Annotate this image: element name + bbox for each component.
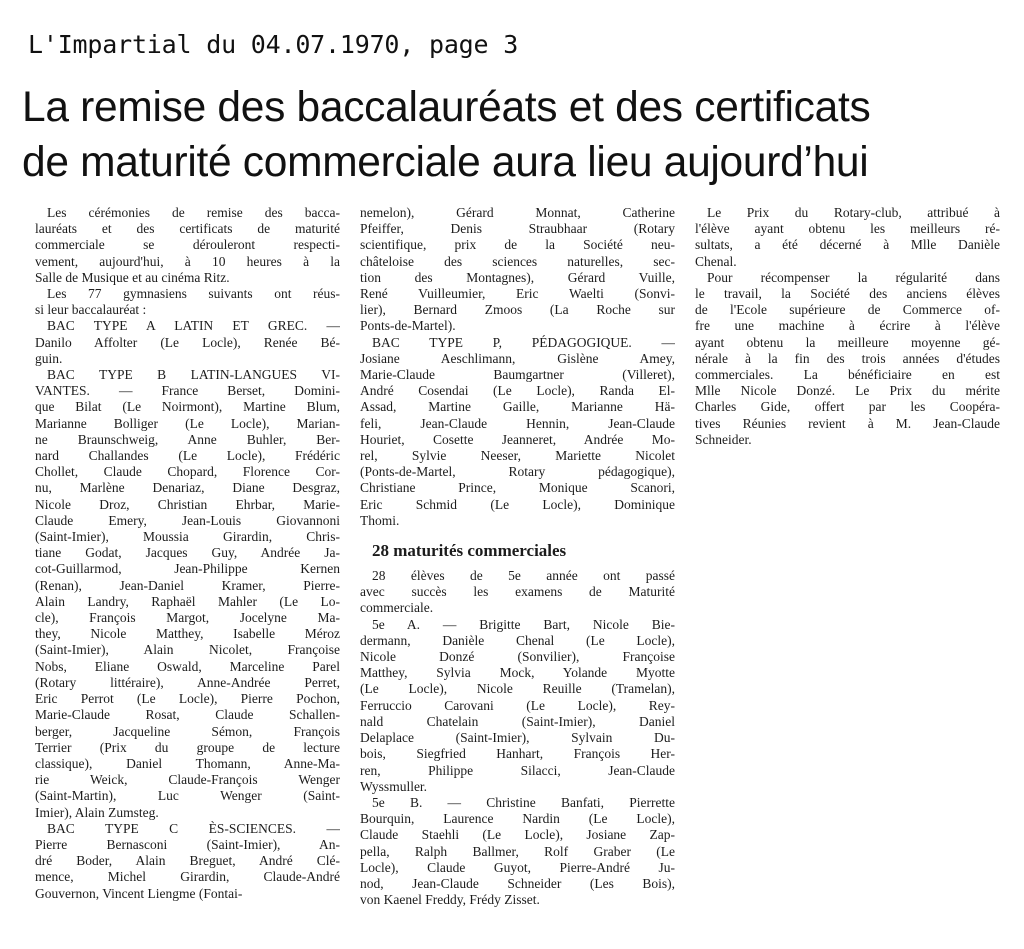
text-line: sultats, a été décerné à Mlle Danièle [695, 237, 1000, 253]
text-line: classique), Daniel Thomann, Anne-Ma- [35, 755, 340, 771]
text-line: Nicole Droz, Christian Ehrbar, Marie- [35, 496, 340, 512]
text-line: Pierre Bernasconi (Saint-Imier), An- [35, 836, 340, 852]
text-line: Pfeiffer, Denis Straubhaar (Rotary [360, 221, 675, 237]
text-line: nard Challandes (Le Locle), Frédéric [35, 448, 340, 464]
text-line: BAC TYPE C ÈS-SCIENCES. — [47, 820, 340, 836]
article-column-2 [360, 205, 675, 908]
text-line: commerciale se dérouleront respecti- [35, 237, 340, 253]
text-line: BAC TYPE B LATIN-LANGUES VI- [47, 367, 340, 383]
text-line: mence, Michel Girardin, Claude-André [35, 869, 340, 885]
text-line: si leur baccalauréat : [35, 302, 147, 318]
text-line: Gouvernon, Vincent Liengme (Fontai- [35, 885, 243, 901]
text-line: que Bilat (Le Noirmont), Martine Blum, [35, 399, 340, 415]
text-line: Marianne Bolliger (Le Locle), Marian- [35, 415, 340, 431]
text-line: guin. [35, 350, 63, 366]
text-line: 5e A. — Brigitte Bart, Nicole Bie- [372, 616, 675, 632]
text-line: le travail, la Société des anciens élèves [695, 286, 1000, 302]
text-line: rie Weick, Claude-François Wenger [35, 772, 340, 788]
text-line: Salle de Musique et au cinéma Ritz. [35, 269, 230, 285]
text-line: Eric Perrot (Le Locle), Pierre Pochon, [35, 691, 340, 707]
text-line: avec succès les examens de Maturité [360, 584, 675, 600]
text-line: châteloise des sciences naturelles, sec- [360, 253, 675, 269]
text-line: (Le Locle), Nicole Reuille (Tramelan), [360, 681, 675, 697]
text-line: nod, Jean-Claude Schneider (Les Bois), [360, 875, 675, 891]
text-line: BAC TYPE P, PÉDAGOGIQUE. — [372, 334, 675, 350]
text-line: (Saint-Imier), Alain Nicolet, Françoise [35, 642, 340, 658]
text-line: pella, Ralph Ballmer, Rolf Graber (Le [360, 843, 675, 859]
text-line: Imier), Alain Zumsteg. [35, 804, 159, 820]
text-line: Claude Emery, Jean-Louis Giovannoni [35, 512, 340, 528]
text-line: (Ponts-de-Martel, Rotary pédagogique), [360, 464, 675, 480]
text-line: scientifique, prix de la Société neu- [360, 237, 675, 253]
text-line: von Kaenel Freddy, Frédy Zisset. [360, 892, 540, 908]
article-column-3 [695, 205, 1000, 448]
text-line: Christiane Prince, Monique Scanori, [360, 480, 675, 496]
text-line: commerciale. [360, 600, 434, 616]
text-line: Chollet, Claude Chopard, Florence Cor- [35, 464, 340, 480]
text-line: Claude Staehli (Le Locle), Josiane Zap- [360, 827, 675, 843]
text-line: Nicole Donzé (Sonvilier), Françoise [360, 649, 675, 665]
text-line: feli, Jean-Claude Hennin, Jean-Claude [360, 415, 675, 431]
column-2-text-bottom [360, 568, 675, 908]
column-2-text-top [360, 205, 675, 529]
text-line: lier), Bernard Zmoos (La Roche sur [360, 302, 675, 318]
text-line: Thomi. [360, 512, 400, 528]
text-line: Schneider. [695, 431, 752, 447]
text-line: Houriet, Cosette Jeanneret, Andrée Mo- [360, 431, 675, 447]
text-line: Les cérémonies de remise des bacca- [47, 205, 340, 220]
text-line: l'élève ayant obtenu les meilleurs ré- [695, 221, 1000, 237]
text-line: bois, Siegfried Hanhart, François Her- [360, 746, 675, 762]
text-line: dermann, Danièle Chenal (Le Locle), [360, 632, 675, 648]
text-line: Bourquin, Laurence Nardin (Le Locle), [360, 811, 675, 827]
subheading-maturites: 28 maturités commerciales [372, 541, 567, 561]
text-line: nald Chatelain (Saint-Imier), Daniel [360, 713, 675, 729]
text-line: (Rotary littéraire), Anne-Andrée Perret, [35, 674, 340, 690]
text-line: Matthey, Sylvia Mock, Yolande Myotte [360, 665, 675, 681]
text-line: Locle), Claude Guyot, Pierre-André Ju- [360, 859, 675, 875]
headline-line: La remise des baccalauréats et des certificats [22, 84, 871, 131]
text-line: commerciales. La bénéficiaire en est [695, 367, 1000, 383]
text-line: (Renan), Jean-Daniel Kramer, Pierre- [35, 577, 340, 593]
text-line: cot-Guillarmod, Jean-Philippe Kernen [35, 561, 340, 577]
text-line: nu, Marlène Denariaz, Diane Desgraz, [35, 480, 340, 496]
text-line: de l'Ecole supérieure de Commerce of- [695, 302, 1000, 318]
text-line: dré Boder, Alain Breguet, André Clé- [35, 853, 340, 869]
text-line: Ferruccio Carovani (Le Locle), Rey- [360, 697, 675, 713]
text-line: Alain Landry, Raphaël Mahler (Le Lo- [35, 593, 340, 609]
text-line: Ponts-de-Martel). [360, 318, 456, 334]
text-line: Pour récompenser la régularité dans [707, 269, 1000, 285]
text-line: ne Braunschweig, Anne Buhler, Ber- [35, 431, 340, 447]
text-line: Josiane Aeschlimann, Gislène Amey, [360, 350, 675, 366]
text-line: tiane Godat, Jacques Guy, Andrée Ja- [35, 545, 340, 561]
text-line: cle), François Margot, Jocelyne Ma- [35, 610, 340, 626]
text-line: Les 77 gymnasiens suivants ont réus- [47, 286, 340, 302]
text-line: Eric Schmid (Le Locle), Dominique [360, 496, 675, 512]
text-line: Le Prix du Rotary-club, attribué à [707, 205, 1000, 220]
text-line: VANTES. — France Berset, Domini- [35, 383, 340, 399]
text-line: ren, Philippe Silacci, Jean-Claude [360, 762, 675, 778]
text-line: Marie-Claude Rosat, Claude Schallen- [35, 707, 340, 723]
text-line: 5e B. — Christine Banfati, Pierrette [372, 794, 675, 810]
text-line: Marie-Claude Baumgartner (Villeret), [360, 367, 675, 383]
text-line: fre une machine à écrire à l'élève [695, 318, 1000, 334]
text-line: André Cosendai (Le Locle), Randa El- [360, 383, 675, 399]
text-line: (Saint-Imier), Moussia Girardin, Chris- [35, 529, 340, 545]
text-line: Delaplace (Saint-Imier), Sylvain Du- [360, 730, 675, 746]
text-line: nemelon), Gérard Monnat, Catherine [360, 205, 675, 220]
headline-line: de maturité commerciale aura lieu aujourd’hui [22, 139, 869, 186]
text-line: Assad, Martine Gaille, Marianne Hä- [360, 399, 675, 415]
text-line: Nobs, Eliane Oswald, Marceline Parel [35, 658, 340, 674]
article-column-1 [35, 205, 340, 902]
text-line: Terrier (Prix du groupe de lecture [35, 739, 340, 755]
text-line: Chenal. [695, 253, 737, 269]
text-line: vement, aujourd'hui, à 10 heures à la [35, 253, 340, 269]
source-caption: L'Impartial du 04.07.1970, page 3 [28, 30, 519, 59]
text-line: nérale à la fin des trois années d'études [695, 350, 1000, 366]
text-line: Danilo Affolter (Le Locle), Renée Bé- [35, 334, 340, 350]
text-line: lauréats et des certificats de maturité [35, 221, 340, 237]
text-line: they, Nicole Matthey, Isabelle Méroz [35, 626, 340, 642]
text-line: ayant obtenu la meilleure moyenne gé- [695, 334, 1000, 350]
text-line: Mlle Nicole Donzé. Le Prix du mérite [695, 383, 1000, 399]
text-line: Charles Gide, offert par les Coopéra- [695, 399, 1000, 415]
text-line: René Vuilleumier, Eric Waelti (Sonvi- [360, 286, 675, 302]
text-line: berger, Jacqueline Sémon, François [35, 723, 340, 739]
text-line: Wyssmuller. [360, 778, 428, 794]
text-line: (Saint-Martin), Luc Wenger (Saint- [35, 788, 340, 804]
text-line: rel, Sylvie Neeser, Mariette Nicolet [360, 448, 675, 464]
text-line: BAC TYPE A LATIN ET GREC. — [47, 318, 340, 334]
headline [22, 80, 1012, 190]
text-line: tives Réunies revient à M. Jean-Claude [695, 415, 1000, 431]
text-line: tion des Montagnes), Gérard Vuille, [360, 269, 675, 285]
text-line: 28 élèves de 5e année ont passé [372, 568, 675, 584]
